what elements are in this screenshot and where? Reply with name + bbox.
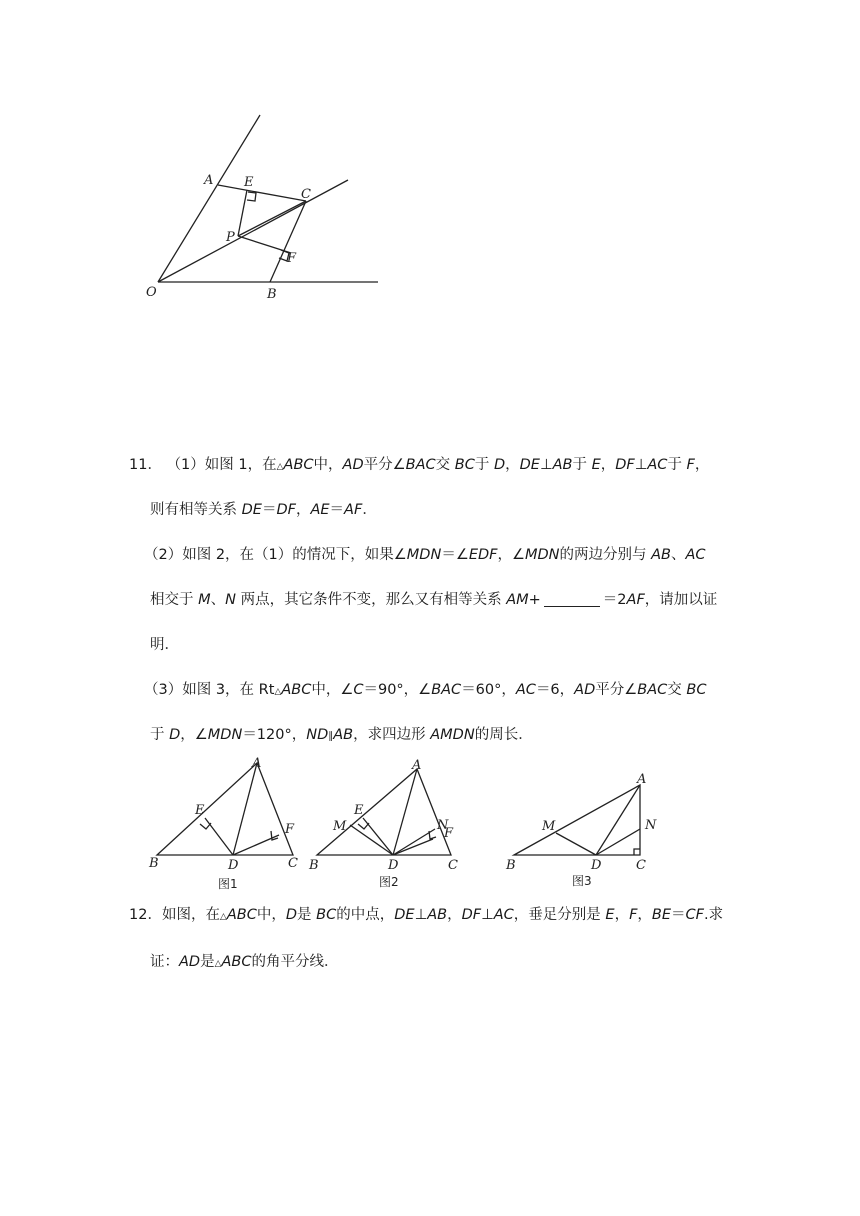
- fig1-label-f: F: [285, 822, 295, 837]
- fig3-label-m: M: [542, 819, 556, 834]
- figure-angle-bisector: [140, 110, 390, 305]
- q12-line-1: 12．如图，在△ABC中，D是 BC的中点，DE⊥AB，DF⊥AC，垂足分别是 E，F，BE＝CF.求: [129, 907, 724, 923]
- fig2-label-c: C: [448, 858, 458, 873]
- fig2-label-f: F: [444, 826, 454, 841]
- fig3-label-a: A: [637, 772, 647, 787]
- triangle-symbol: △: [274, 687, 282, 697]
- fig1-label-c: C: [288, 856, 298, 871]
- fig3-label-n: N: [645, 818, 657, 833]
- fig3-caption: 图3: [572, 874, 592, 888]
- fig3-label-d: D: [591, 858, 602, 873]
- fig2-caption: 图2: [379, 875, 399, 889]
- fig1-caption: 图1: [218, 877, 238, 891]
- fig2-label-m: M: [333, 819, 347, 834]
- figure-3: [500, 765, 670, 895]
- point-label-o: O: [146, 285, 157, 300]
- q11-line-6: （3）如图 3，在 Rt△ABC中，∠C＝90°，∠BAC＝60°，AC＝6，AD平分∠BAC交 BC: [144, 682, 707, 698]
- q11-line-5: 明．: [150, 637, 179, 653]
- fig2-label-n: N: [437, 818, 449, 833]
- q11-line-1: 11． （1）如图 1，在△ABC中，AD平分∠BAC交 BC于 D，DE⊥AB于 E，DF⊥AC于 F，: [129, 457, 710, 473]
- question-number: 11．: [129, 457, 162, 473]
- point-label-c: C: [301, 187, 311, 202]
- q11-line-3: （2）如图 2，在（1）的情况下，如果∠MDN＝∠EDF，∠MDN的两边分别与 AB、AC: [144, 547, 706, 563]
- q11-line-4: 相交于 M、N 两点，其它条件不变，那么又有相等关系 AM+ ＝2AF，请加以证: [150, 592, 718, 608]
- point-label-b: B: [267, 287, 277, 302]
- fig3-label-c: C: [636, 858, 646, 873]
- fig2-label-e: E: [354, 803, 364, 818]
- point-label-e: E: [244, 175, 254, 190]
- fig1-label-b: B: [149, 856, 159, 871]
- triangle-symbol: △: [276, 462, 284, 472]
- fig2-label-d: D: [388, 858, 399, 873]
- point-label-a: A: [204, 173, 214, 188]
- fig3-label-b: B: [506, 858, 516, 873]
- fig2-label-a: A: [412, 758, 422, 773]
- fig1-label-a: A: [252, 756, 262, 771]
- fig2-label-b: B: [309, 858, 319, 873]
- triangle-symbol: △: [214, 959, 222, 969]
- point-label-f: F: [287, 251, 297, 266]
- q12-line-2: 证：AD是△ABC的角平分线．: [150, 954, 339, 970]
- fig1-label-e: E: [195, 803, 205, 818]
- q11-line-2: 则有相等关系 DE＝DF，AE＝AF．: [150, 502, 377, 518]
- fig1-label-d: D: [228, 858, 239, 873]
- point-label-p: P: [226, 230, 235, 245]
- triangle-symbol: △: [219, 912, 227, 922]
- figure-2: [305, 755, 465, 895]
- figure-1: [145, 755, 305, 895]
- q11-line-7: 于 D，∠MDN＝120°，ND∥AB，求四边形 AMDN的周长．: [150, 727, 533, 743]
- answer-blank[interactable]: [544, 592, 600, 607]
